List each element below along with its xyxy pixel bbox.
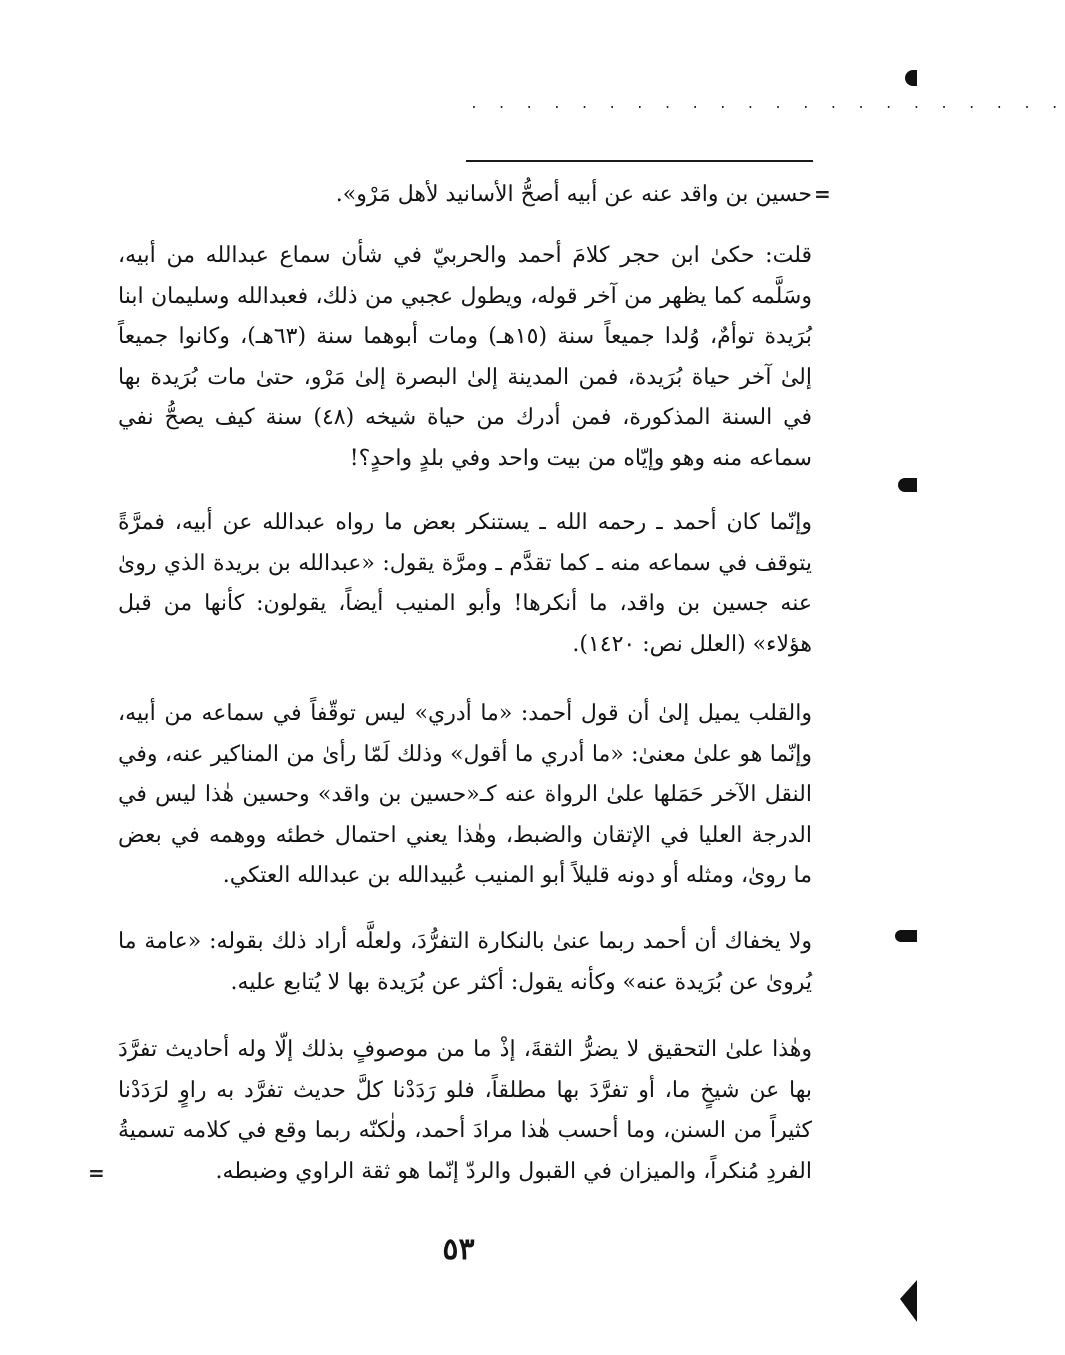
- paragraph-3: والقلب يميل إلىٰ أن قول أحمد: «ما أدري» ليس توقّفاً في سماعه من أبيه، وإنّما هو علىٰ معنىٰ: «ما أدري ما أقول» وذلك لَمّا رأىٰ من المناكير عنه، وفي النقل الآخر حَمَلها علىٰ الرواة عنه كـ«حسين بن واقد» وحسين هٰذا ليس في الدرجة العليا في الإتقان والضبط، وهٰذا يعني احتمال خطئه ووهمه في بعض ما روىٰ، ومثله أو دونه قليلاً أبو المنيب عُبيدالله بن عبدالله العتكي.: [118, 701, 812, 888]
- scan-edge-mark: [895, 930, 917, 942]
- footnote-rule: [466, 160, 813, 162]
- paragraph-2: وإنّما كان أحمد ـ رحمه الله ـ يستنكر بعض ما رواه عبدالله عن أبيه، فمرَّةً يتوقف في سماعه منه ـ كما تقدَّم ـ ومرَّة يقول: «عبدالله بن بريدة الذي روىٰ عنه جسين بن واقد، ما أنكرها! وأبو المنيب أيضاً، يقولون: كأنها من قبل هؤلاء» (العلل نص: ١٤٢٠).: [118, 510, 812, 657]
- page-number: ٥٣: [442, 1232, 475, 1267]
- paragraph-5: وهٰذا علىٰ التحقيق لا يضرُّ الثقةَ، إذْ ما من موصوفٍ بذلك إلّا وله أحاديث تفرَّدَ بها عن شيخٍ ما، أو تفرَّدَ بها مطلقاً، فلو رَدَدْنا كلَّ حديث تفرَّد به راوٍ لرَدَدْنا كثيراً من السنن، وما أحسب هٰذا مرادَ أحمد، ولٰكنّه ربما وقع في كلامه تسميةُ الفردِ مُنكراً، والميزان في القبول والردّ إنّما هو ثقة الراوي وضبطه.: [118, 1037, 812, 1184]
- paragraph-1: قلت: حكىٰ ابن حجر كلامَ أحمد والحربيّ في شأن سماع عبدالله من أبيه، وسَلَّمه كما يظهر من آخر قوله، ويطول عجبي من ذلك، فعبدالله وسليمان ابنا بُرَيدة توأمٌ، وُلدا جميعاً سنة (١٥هـ) ومات أبوهما سنة (٦٣هـ)، وكانوا جميعاً إلىٰ آخر حياة بُرَيدة، فمن المدينة إلىٰ البصرة إلىٰ مَرْو، حتىٰ مات بُرَيدة بها في السنة المذكورة، فمن أدرك من حياة شيخه (٤٨) سنة كيف يصحُّ نفي سماعه منه وهو وإيّاه من بيت واحد وفي بلدٍ واحدٍ؟!: [118, 243, 812, 471]
- continuation-mark-top: =: [814, 182, 831, 206]
- scan-edge-mark: [900, 1280, 917, 1322]
- paragraph-4: ولا يخفاك أن أحمد ربما عنىٰ بالنكارة التفرُّدَ، ولعلَّه أراد ذلك بقوله: «عامة ما يُروىٰ عن بُرَيدة عنه» وكأنه يقول: أكثر عن بُرَيدة بها لا يُتابع عليه.: [118, 929, 812, 995]
- continuation-mark-bottom: =: [88, 1161, 105, 1185]
- dotted-separator: . . . . . . . . . . . . . . . . . . . . . .: [470, 97, 1065, 112]
- footnote-continuation: حسين بن واقد عنه عن أبيه أصحُّ الأسانيد لأهل مَرْو».: [335, 182, 812, 207]
- scan-edge-mark: [898, 478, 917, 492]
- scan-edge-mark: [905, 70, 917, 86]
